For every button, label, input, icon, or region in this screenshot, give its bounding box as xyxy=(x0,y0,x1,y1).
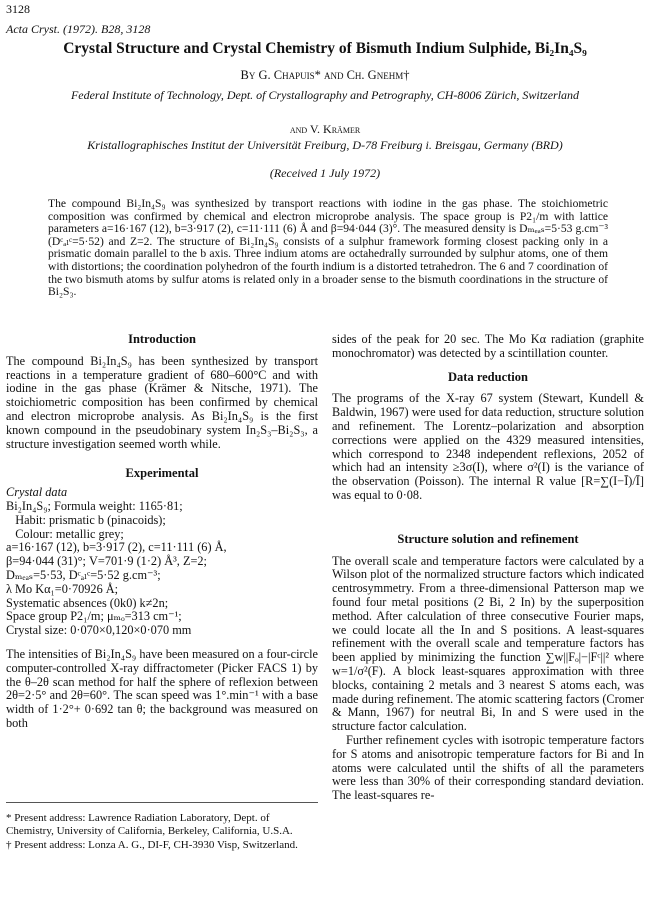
refinement-text: Further refinement cycles with isotropic temperature factors for S atoms and anisotropic temperature factors for Bi and In atoms were calculated until the shifts of all the parameters were less than 30% of their corresponding standard deviation. The least-squares re- xyxy=(332,732,644,803)
crystal-data-heading: Crystal data xyxy=(6,485,68,500)
crystal-data-line: β=94·044 (31)°; V=701·9 (1·2) Å³, Z=2; xyxy=(6,554,207,569)
authors-primary: By G. Chapuis* and Ch. Gnehm† xyxy=(240,68,410,82)
left-column xyxy=(6,333,318,731)
section-heading-data-reduction: Data reduction xyxy=(448,369,528,384)
crystal-data-line: a=16·167 (12), b=3·917 (2), c=11·111 (6) Å, xyxy=(6,540,227,555)
footnotes xyxy=(6,812,318,852)
affiliation-zurich: Federal Institute of Technology, Dept. of Crystallography and Petrography, CH-8006 Zürich, Switzerland xyxy=(70,88,580,102)
section-heading-experimental: Experimental xyxy=(125,466,199,481)
footnote-divider xyxy=(6,802,318,803)
footnote-2: † Present address: Lonza A. G., DI-F, CH-3930 Visp, Switzerland. xyxy=(6,839,298,851)
crystal-data-line: Colour: metallic grey; xyxy=(6,526,124,541)
authors-secondary: and V. Krämer xyxy=(289,122,361,136)
crystal-data-line: Space group P2₁/m; μₘₒ=313 cm⁻¹; xyxy=(6,609,182,624)
right-column xyxy=(332,333,644,803)
data-reduction-text: The programs of the X-ray 67 system (Stewart, Kundell & Baldwin, 1967) were used for data reduction, structure solution and refinement. The Lorentz–polarization and absorption corrections were applied on the 4329 measured intensities, which correspond to 2348 independent reflexions, 2052 of which had an intensity ≥3σ(I), where σ²(I) is the variance of the observation (Poisson). The internal R value [R=∑(I−Ī)/Ī] was equal to 0·08. xyxy=(332,391,644,502)
crystal-data-line: λ Mo Kα₁=0·70926 Å; xyxy=(6,581,119,596)
article-title: Crystal Structure and Crystal Chemistry of Bismuth Indium Sulphide, Bi₂In₄S₉ xyxy=(63,40,587,57)
received-date: (Received 1 July 1972) xyxy=(269,166,381,180)
section-heading-introduction: Introduction xyxy=(128,332,196,346)
abstract: The compound Bi₂In₄S₉ was synthesized by transport reactions with iodine in the gas phase. The stoichiometric composition was confirmed by chemical and electron microprobe analysis. The space group is P2₁/m with lattice parameters a=16·167 (12), b=3·917 (2), c=11·111 (6) Å and β=94·044 (3)°. The measured density is Dₘₑₐₛ=5·53 g.cm⁻³ (Dᶜₐₗᶜ=5·52) and Z=2. The structure of Bi₂In₄S₉ consists of a sulphur framework forming closest packing only in a prismatic domain parallel to the b axis. Three indium atoms are octahedrally surrounded by sulphur atoms, one of them with distortions; the coordination polyhedron of the fourth indium is a distorted tetrahedron. The 6 and 7 coordination of the two bismuth atoms by sulfur atoms is related only in a broader sense to the bismuth coordinations in the structure of Bi₂S₃. xyxy=(48,197,608,299)
page-number: 3128 xyxy=(6,2,30,16)
crystal-data-line: Bi₂In₄S₉; Formula weight: 1165·81; xyxy=(6,498,183,513)
introduction-text: The compound Bi₂In₄S₉ has been synthesized by transport reactions in a temperature gradient of 680–600°C and with iodine in the gas phase (Krämer & Nitsche, 1971). The stoichiometric composition has been confirmed by chemical and electron microprobe analysis. As Bi₂In₄S₉ is the first known compound in the pseudobinary system In₂S₃–Bi₂S₃, a structure investigation seemed worth while. xyxy=(6,353,318,451)
intensities-text: The intensities of Bi₂In₄S₉ have been measured on a four-circle computer-controlled X-ray diffractometer (Picker FACS 1) by the θ–2θ scan method for half the sphere of reflexion between 2θ=2·5° and 2θ=60°. The scan speed was 1°.min⁻¹ with a base width of 1·2°+ 0·692 tan θ; the background was measured on both xyxy=(6,646,318,730)
crystal-data-line: Dₘₑₐₛ=5·53, Dᶜₐₗᶜ=5·52 g.cm⁻³; xyxy=(6,567,161,582)
footnote-1: * Present address: Lawrence Radiation Laboratory, Dept. of Chemistry, University of California, Berkeley, California, U.S.A. xyxy=(6,812,293,837)
journal-citation: Acta Cryst. (1972). B28, 3128 xyxy=(6,22,151,36)
affiliation-freiburg: Kristallographisches Institut der Universität Freiburg, D-78 Freiburg i. Breisgau, Germany (BRD) xyxy=(87,138,563,152)
crystal-data-line: Crystal size: 0·070×0,120×0·070 mm xyxy=(6,623,192,638)
crystal-data-line: Systematic absences (0k0) k≠2n; xyxy=(6,595,169,610)
section-heading-structure-solution: Structure solution and refinement xyxy=(397,531,579,546)
crystal-data-line: Habit: prismatic b (pinacoids); xyxy=(6,512,166,527)
crystal-data-list xyxy=(6,500,318,638)
measurement-continued-text: sides of the peak for 20 sec. The Mo Kα radiation (graphite monochromator) was detected by a scintillation counter. xyxy=(332,332,644,360)
structure-solution-text: The overall scale and temperature factors were calculated by a Wilson plot of the normalized structure factors which indicated centrosymmetry. From a three-dimensional Patterson map we found four metal positions (2 Bi, 2 In) by the superposition method. After calculation of three consecutive Fourier maps, we could locate all the In and S positions. A least-squares refinement with the overall scale and temperature factors has been applied by minimizing the function ∑w||Fₒ|−|Fᶜ||² where w=1/σ²(F). A block least-squares approximation with three blocks, containing 2 metals and 3 nearest S atoms each, was made during refinement. The atomic scattering factors (Cromer & Mann, 1967) for neutral Bi, In and S were used in the structure factor calculation. xyxy=(332,553,644,734)
